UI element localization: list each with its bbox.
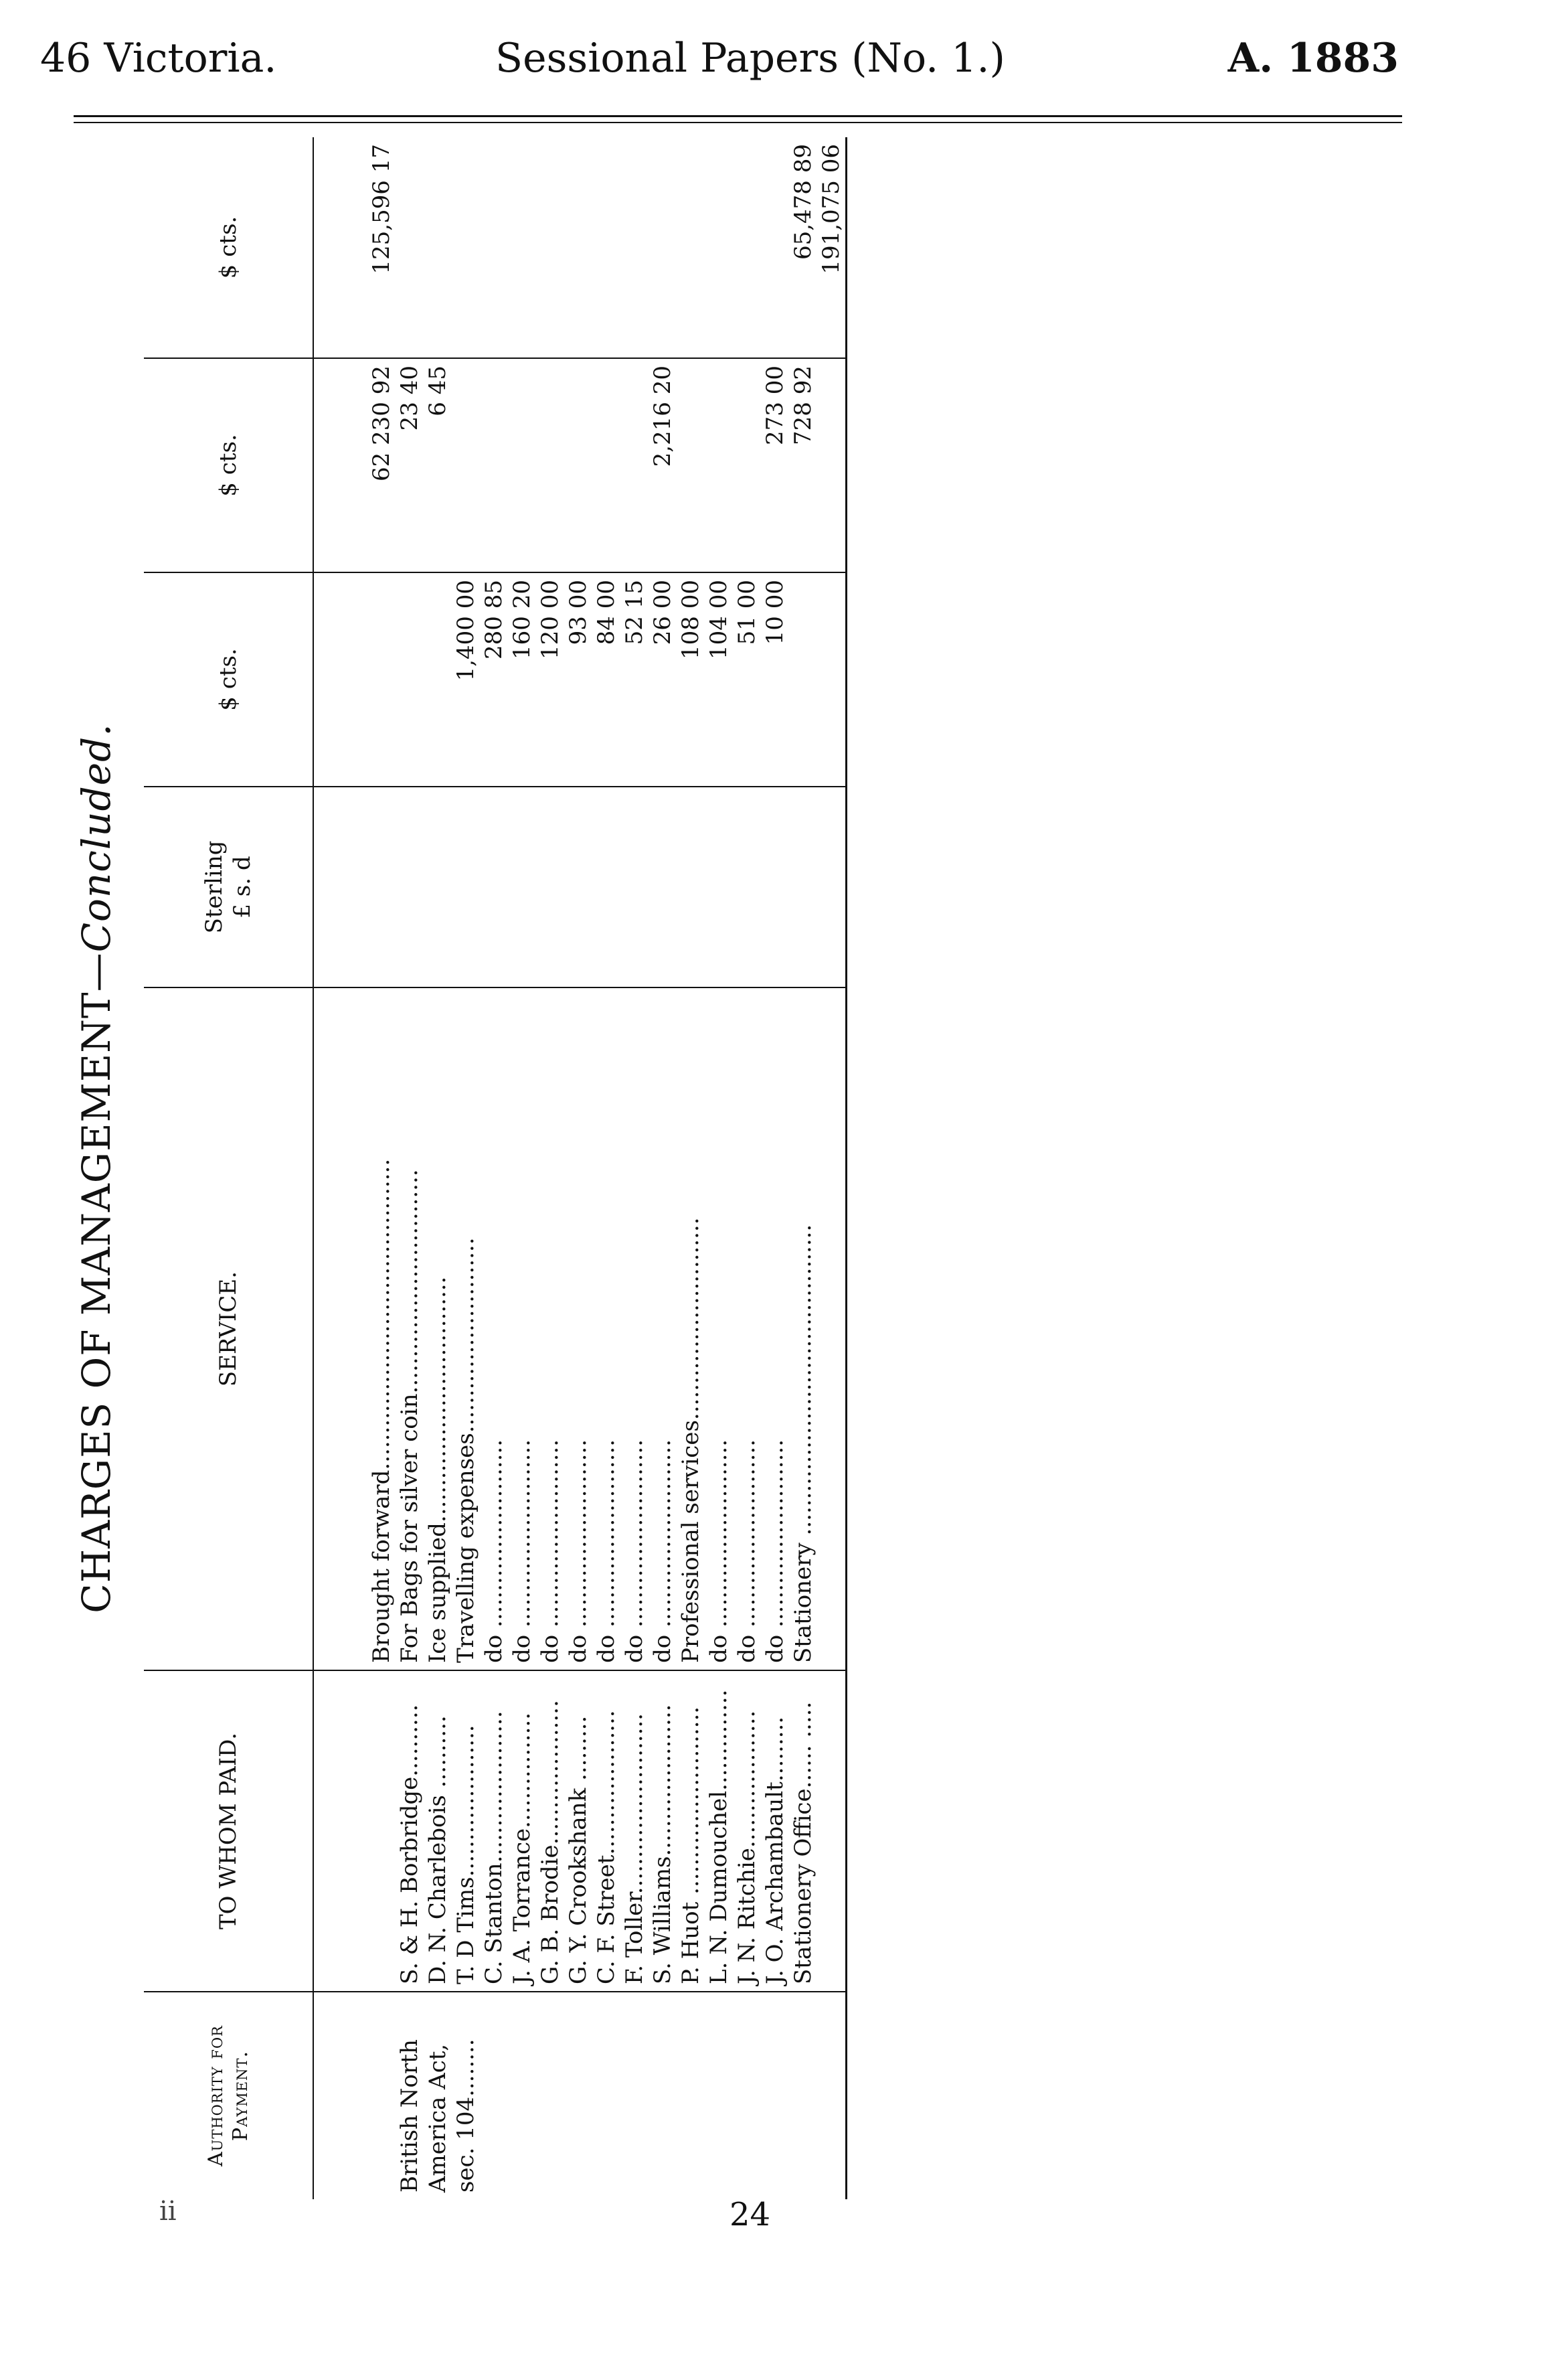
amount-col3-cell [649, 137, 677, 358]
amount-col3-cell [761, 137, 789, 358]
amount-col1-cell: 280 85 [480, 572, 508, 787]
amount-col2-cell [536, 358, 564, 572]
table-row [761, 137, 789, 2199]
to-whom-cell: P. Huot .......................... [677, 1670, 705, 1992]
sterling-cell [789, 787, 817, 987]
sterling-cell [677, 787, 705, 987]
amount-col1-cell [817, 572, 847, 787]
to-whom-cell: J. N. Ritchie................... [733, 1670, 761, 1992]
amount-col1-cell: 84 00 [592, 572, 620, 787]
sterling-cell [733, 787, 761, 987]
amount-col2-cell [733, 358, 761, 572]
table-row [536, 137, 564, 2199]
to-whom-cell: Stationery Office...... ..... [789, 1670, 817, 1992]
authority-cell [620, 1992, 649, 2199]
header-amount-col2: $ cts. [144, 358, 313, 572]
amount-col2-cell [620, 358, 649, 572]
service-cell: do .......................... [761, 987, 789, 1670]
table-row [367, 137, 396, 2199]
table-body [313, 137, 847, 2199]
to-whom-cell: L. N. Dumouchel.............. [705, 1670, 733, 1992]
amount-col2-cell [677, 358, 705, 572]
service-cell: do .......................... [592, 987, 620, 1670]
amount-col2-cell: 6 45 [424, 358, 452, 572]
authority-cell [677, 1992, 705, 2199]
header-sterling-units: £ s. d [229, 856, 256, 919]
authority-cell: sec. 104........ [452, 2039, 479, 2193]
sterling-cell [424, 787, 452, 987]
amount-col2-cell: 23 40 [396, 358, 424, 572]
service-cell: do .......................... [649, 987, 677, 1670]
amount-col1-cell: 120 00 [536, 572, 564, 787]
sterling-cell [705, 787, 733, 987]
amount-col3-cell: 191,075 06 [817, 137, 847, 358]
header-title: Sessional Papers (No. 1.) [495, 35, 1005, 82]
authority-cell [817, 1992, 847, 2199]
authority-cell [761, 1992, 789, 2199]
sterling-cell [367, 787, 396, 987]
sterling-cell [508, 787, 536, 987]
table-title-italic: Concluded. [74, 723, 119, 953]
amount-col2-cell: 2,216 20 [649, 358, 677, 572]
authority-cell [789, 1992, 817, 2199]
to-whom-cell: C. F. Street.................... [592, 1670, 620, 1992]
to-whom-cell: D. N. Charlebois .......... [424, 1670, 452, 1992]
amount-col1-cell: 108 00 [677, 572, 705, 787]
table-row [620, 137, 649, 2199]
amount-col1-cell: 26 00 [649, 572, 677, 787]
amount-col1-cell: 1,400 00 [452, 572, 480, 787]
table-row [313, 137, 367, 2199]
to-whom-cell: J. A. Torrance................ [508, 1670, 536, 1992]
amount-col2-cell [817, 358, 847, 572]
service-cell [817, 987, 847, 1670]
amount-col1-cell [789, 572, 817, 787]
to-whom-cell: G. Y. Crookshank ......... [564, 1670, 592, 1992]
service-cell: do .......................... [480, 987, 508, 1670]
amount-col3-cell [396, 137, 424, 358]
amount-col3-cell [536, 137, 564, 358]
amount-col2-cell: 273 00 [761, 358, 789, 572]
page-header [40, 35, 1399, 95]
header-amount-col1: $ cts. [144, 572, 313, 787]
table-row [705, 137, 733, 2199]
table-row [452, 137, 480, 2199]
table-row [480, 137, 508, 2199]
to-whom-cell: C. Stanton..................... [480, 1670, 508, 1992]
authority-cell [480, 1992, 508, 2199]
authority-cell [592, 1992, 620, 2199]
authority-cell: America Act, [424, 2043, 451, 2193]
table-title [74, 137, 119, 2199]
amount-col2-cell: 728 92 [789, 358, 817, 572]
authority-cell [536, 1992, 564, 2199]
amount-col1-cell: 160 20 [508, 572, 536, 787]
to-whom-cell [367, 1670, 396, 1992]
to-whom-cell: T. D Tims..................... [452, 1670, 480, 1992]
service-cell: Stationery ........................................... [789, 987, 817, 1670]
charges-table [144, 137, 847, 2199]
service-cell: do .......................... [508, 987, 536, 1670]
to-whom-cell: F. Toller......................... [620, 1670, 649, 1992]
amount-col2-cell [592, 358, 620, 572]
service-cell: Brought forward........................................... [367, 987, 396, 1670]
table-header-row [144, 137, 313, 2199]
service-cell: do .......................... [733, 987, 761, 1670]
service-cell: Ice supplied.................................. [424, 987, 452, 1670]
sterling-cell [620, 787, 649, 987]
amount-col1-cell: 10 00 [761, 572, 789, 787]
amount-col3-cell [424, 137, 452, 358]
table-row [592, 137, 620, 2199]
table-row [508, 137, 536, 2199]
authority-cell [508, 1992, 536, 2199]
table-row [817, 137, 847, 2199]
table-row [649, 137, 677, 2199]
header-service: SERVICE. [144, 987, 313, 1670]
amount-col3-cell [480, 137, 508, 358]
amount-col1-cell: 52 15 [620, 572, 649, 787]
sterling-cell [817, 787, 847, 987]
authority-cell [649, 1992, 677, 2199]
amount-col2-cell [452, 358, 480, 572]
sterling-cell [452, 787, 480, 987]
amount-col1-cell [424, 572, 452, 787]
amount-col3-cell [620, 137, 649, 358]
service-cell: do .......................... [564, 987, 592, 1670]
service-cell: do .......................... [705, 987, 733, 1670]
amount-col3-cell [705, 137, 733, 358]
service-cell: do .......................... [536, 987, 564, 1670]
authority-cell [733, 1992, 761, 2199]
authority-cell [705, 1992, 733, 2199]
to-whom-cell: S. & H. Borbridge.......... [396, 1670, 424, 1992]
amount-col1-cell: 104 00 [705, 572, 733, 787]
service-cell: do .......................... [620, 987, 649, 1670]
table-title-main: CHARGES OF MANAGEMENT— [74, 952, 119, 1613]
amount-col3-cell [452, 137, 480, 358]
sterling-cell [761, 787, 789, 987]
to-whom-cell: S. Williams..................... [649, 1670, 677, 1992]
authority-cell: British North [396, 2039, 423, 2193]
sterling-cell [649, 787, 677, 987]
header-authority: Authority for Payment. [144, 1992, 313, 2199]
to-whom-cell [817, 1670, 847, 1992]
amount-col3-cell [592, 137, 620, 358]
header-year: A. 1883 [1227, 35, 1399, 82]
sterling-cell [564, 787, 592, 987]
header-session: 46 Victoria. [40, 35, 277, 82]
page-number: 24 [729, 2196, 771, 2233]
header-sterling [144, 787, 313, 987]
header-rule-secondary [74, 122, 1402, 123]
amount-col2-cell [564, 358, 592, 572]
amount-col3-cell [508, 137, 536, 358]
to-whom-cell: G. B. Brodie.................... [536, 1670, 564, 1992]
amount-col3-cell [733, 137, 761, 358]
header-rule [74, 115, 1402, 117]
amount-col1-cell: 51 00 [733, 572, 761, 787]
authority-cell [564, 1992, 592, 2199]
authority-cell [367, 1992, 396, 2199]
sterling-cell [396, 787, 424, 987]
table-row [396, 137, 424, 2199]
amount-col2-cell: 62 230 92 [367, 358, 396, 572]
amount-col2-cell [705, 358, 733, 572]
table-row [733, 137, 761, 2199]
amount-col1-cell [367, 572, 396, 787]
amount-col2-cell [508, 358, 536, 572]
table-row [424, 137, 452, 2199]
amount-col1-cell: 93 00 [564, 572, 592, 787]
header-to-whom: TO WHOM PAID. [144, 1670, 313, 1992]
service-cell: Professional services............................ [677, 987, 705, 1670]
service-cell: For Bags for silver coin............................... [396, 987, 424, 1670]
amount-col3-cell [677, 137, 705, 358]
table-row [677, 137, 705, 2199]
sterling-cell [536, 787, 564, 987]
amount-col3-cell: 65,478 89 [789, 137, 817, 358]
table-row [564, 137, 592, 2199]
amount-col3-cell: 125,596 17 [367, 137, 396, 358]
sterling-cell [480, 787, 508, 987]
amount-col2-cell [480, 358, 508, 572]
to-whom-cell: J. O. Archambault......... [761, 1670, 789, 1992]
sterling-cell [592, 787, 620, 987]
service-cell: Travelling expenses........................... [452, 987, 480, 1670]
amount-col3-cell [564, 137, 592, 358]
amount-col1-cell [396, 572, 424, 787]
margin-mark: ii [159, 2196, 177, 2227]
header-amount-col3: $ cts. [144, 137, 313, 358]
header-sterling-label: Sterling [200, 840, 228, 934]
rotated-table-region [74, 137, 1054, 2199]
table-row [789, 137, 817, 2199]
